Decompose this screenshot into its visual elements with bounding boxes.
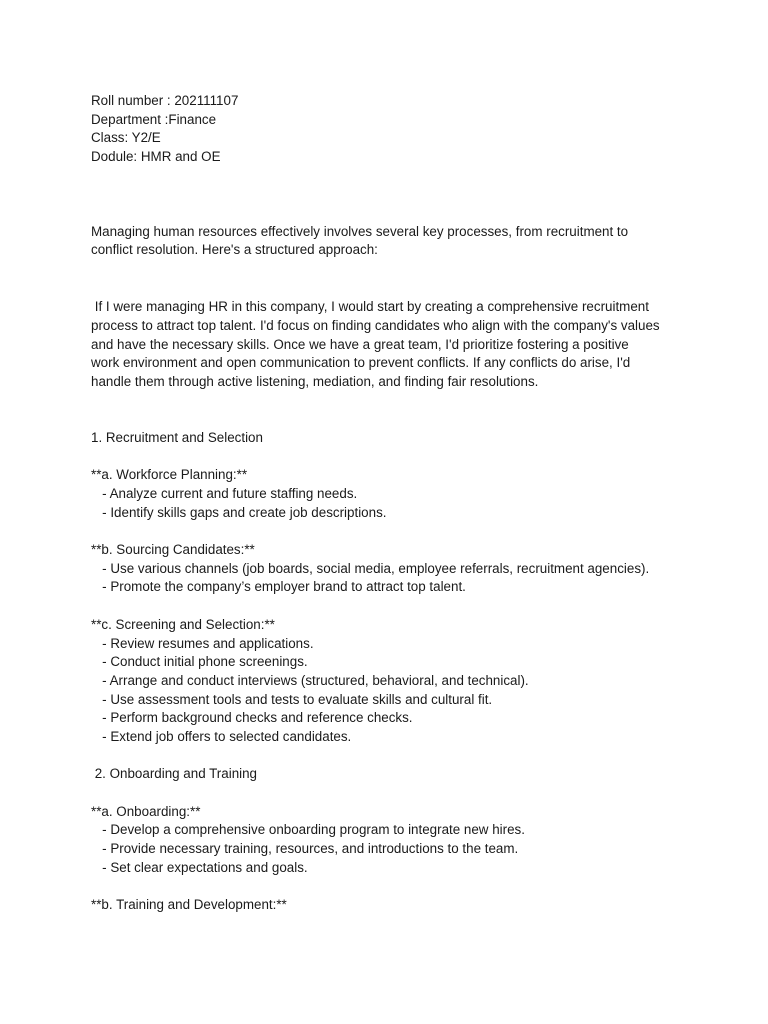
list-item: - Provide necessary training, resources, and introductions to the team. — [91, 841, 519, 857]
department: Department :Finance — [91, 111, 217, 127]
list-item: - Arrange and conduct interviews (structured, behavioral, and technical). — [91, 672, 529, 688]
approach-line: work environment and open communication to prevent conflicts. If any conflicts do arise, I'd — [91, 355, 631, 371]
subsection-heading: **b. Sourcing Candidates:** — [91, 542, 255, 558]
subsection-heading: **c. Screening and Selection:** — [91, 616, 275, 632]
section-title: 2. Onboarding and Training — [91, 766, 258, 782]
list-item: - Promote the company’s employer brand to attract top talent. — [91, 579, 466, 595]
roll-number: Roll number : 202111107 — [91, 93, 239, 108]
intro-line: Managing human resources effectively involves several key processes, from recruitment to — [91, 223, 629, 239]
list-item: - Set clear expectations and goals. — [91, 859, 308, 875]
list-item: - Review resumes and applications. — [91, 635, 314, 651]
approach-line: and have the necessary skills. Once we have a great team, I'd prioritize fostering a positive — [91, 336, 629, 352]
list-item: - Analyze current and future staffing needs. — [91, 486, 358, 502]
class: Class: Y2/E — [91, 130, 161, 146]
approach-paragraph — [91, 298, 691, 391]
subsection-heading: **a. Onboarding:** — [91, 803, 201, 819]
approach-line: process to attract top talent. I'd focus on finding candidates who align with the company's values — [91, 317, 660, 333]
module: Dodule: HMR and OE — [91, 149, 221, 165]
document-page — [91, 92, 691, 915]
section-title: 1. Recruitment and Selection — [91, 429, 263, 445]
intro-line: conflict resolution. Here's a structured approach: — [91, 242, 378, 258]
intro-paragraph — [91, 223, 691, 260]
list-item: - Identify skills gaps and create job descriptions. — [91, 504, 387, 520]
section-onboarding — [91, 765, 691, 915]
list-item: - Develop a comprehensive onboarding program to integrate new hires. — [91, 822, 525, 838]
subsection-heading: **a. Workforce Planning:** — [91, 467, 248, 483]
list-item: - Perform background checks and reference checks. — [91, 710, 413, 726]
student-info — [91, 92, 691, 167]
approach-line: handle them through active listening, mediation, and finding fair resolutions. — [91, 373, 539, 389]
list-item: - Extend job offers to selected candidates. — [91, 728, 352, 744]
list-item: - Conduct initial phone screenings. — [91, 654, 308, 670]
list-item: - Use various channels (job boards, social media, employee referrals, recruitment agencies). — [91, 560, 650, 576]
list-item: - Use assessment tools and tests to evaluate skills and cultural fit. — [91, 691, 493, 707]
approach-line: If I were managing HR in this company, I would start by creating a comprehensive recruitment — [91, 299, 649, 315]
subsection-heading: **b. Training and Development:** — [91, 897, 287, 913]
section-recruitment — [91, 429, 691, 747]
